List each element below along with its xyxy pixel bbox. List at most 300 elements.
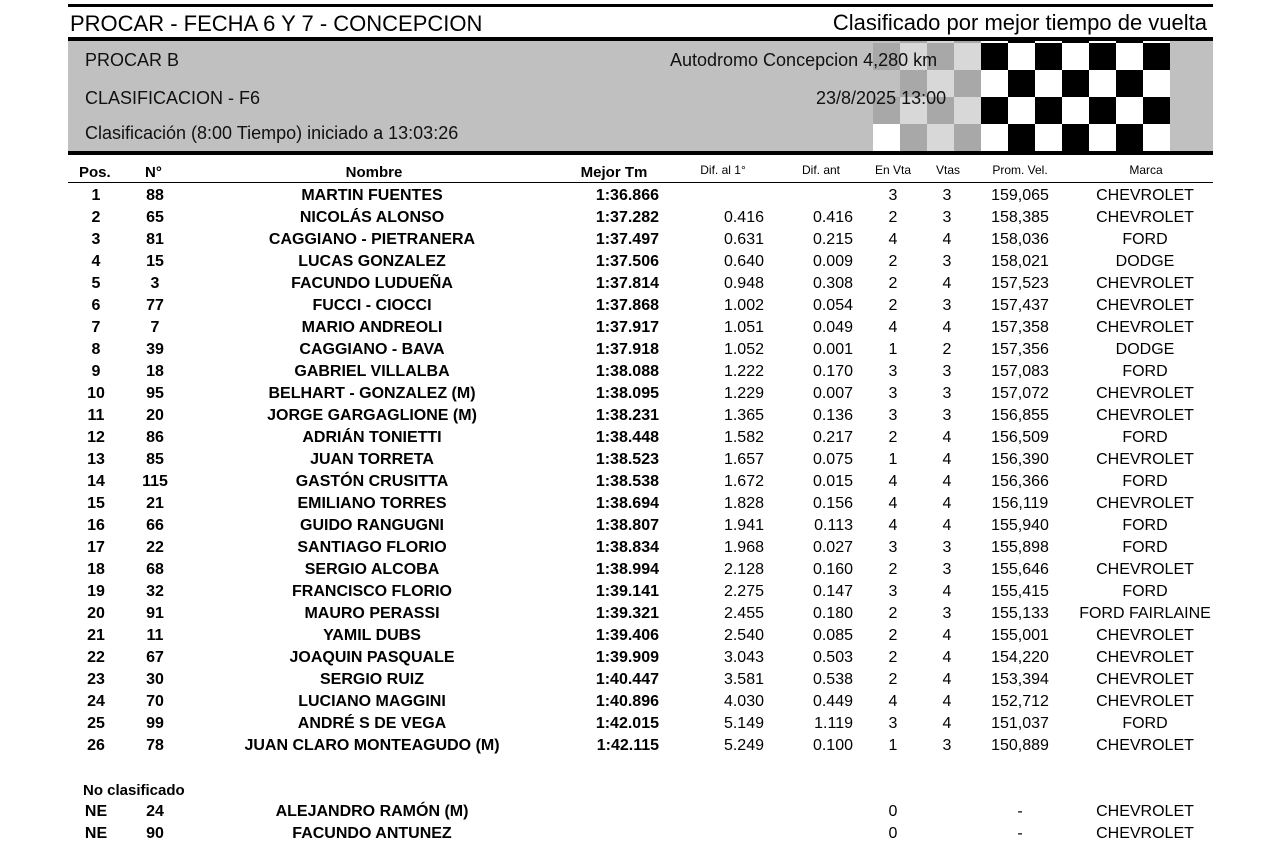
title-bar: [68, 4, 1213, 39]
cell-difant: 0.170: [812, 363, 853, 380]
cell-vtas: 4: [942, 649, 952, 666]
cell-num: 91: [146, 605, 164, 622]
cell-envta: 4: [888, 473, 898, 490]
cell-name: SANTIAGO FLORIO: [297, 539, 447, 556]
cell-marca: CHEVROLET: [1096, 187, 1194, 204]
cell-prom: 155,133: [991, 605, 1049, 622]
cell-prom: 155,415: [991, 583, 1049, 600]
cell-name: ALEJANDRO RAMÓN (M): [275, 803, 469, 820]
cell-difant: 0.180: [812, 605, 853, 622]
cell-prom: 155,001: [991, 627, 1049, 644]
cell-envta: 2: [888, 605, 898, 622]
table-row: [0, 207, 1280, 229]
cell-pos: 3: [91, 231, 101, 248]
cell-dif1: 1.222: [723, 363, 764, 380]
cell-vtas: 3: [942, 737, 952, 754]
col-dif1: Dif. al 1°: [700, 163, 746, 177]
cell-num: 65: [146, 209, 164, 226]
cell-best: 1:37.506: [595, 253, 659, 270]
cell-vtas: 4: [942, 495, 952, 512]
cell-marca: FORD: [1122, 231, 1168, 248]
cell-prom: 156,390: [991, 451, 1049, 468]
cell-envta: 1: [888, 341, 898, 358]
cell-best: 1:36.866: [595, 187, 659, 204]
cell-vtas: 3: [942, 561, 952, 578]
cell-marca: CHEVROLET: [1096, 451, 1194, 468]
cell-vtas: 4: [942, 715, 952, 732]
cell-envta: 4: [888, 319, 898, 336]
col-num: N°: [145, 164, 162, 181]
cell-pos: 15: [87, 495, 105, 512]
cell-best: 1:39.406: [595, 627, 659, 644]
cell-name: ANDRÉ S DE VEGA: [297, 715, 447, 732]
cell-num: 68: [146, 561, 164, 578]
cell-vtas: 4: [942, 583, 952, 600]
session-info-box: [68, 37, 1213, 155]
cell-envta: 3: [888, 583, 898, 600]
cell-difant: 0.538: [812, 671, 853, 688]
cell-num: 81: [146, 231, 164, 248]
table-row: [0, 185, 1280, 207]
cell-envta: 3: [888, 187, 898, 204]
cell-difant: 0.308: [812, 275, 853, 292]
table-row: [0, 493, 1280, 515]
cell-dif1: 1.582: [723, 429, 764, 446]
cell-num: 30: [146, 671, 164, 688]
cell-marca: FORD: [1122, 429, 1168, 446]
cell-marca: DODGE: [1115, 253, 1175, 270]
cell-vtas: 4: [942, 451, 952, 468]
cell-best: 1:42.115: [596, 737, 659, 754]
cell-marca: FORD: [1122, 539, 1168, 556]
cell-prom: 158,385: [991, 209, 1049, 226]
cell-prom: 157,358: [991, 319, 1049, 336]
cell-prom: 154,220: [991, 649, 1049, 666]
cell-num: 95: [146, 385, 164, 402]
cell-pos: 9: [91, 363, 101, 380]
cell-envta: 1: [888, 737, 898, 754]
cell-pos: 14: [87, 473, 105, 490]
track-label: Autodromo Concepcion 4,280 km: [670, 50, 938, 70]
cell-prom: 157,072: [991, 385, 1049, 402]
cell-num: 90: [146, 825, 164, 842]
cell-best: 1:38.994: [595, 561, 659, 578]
cell-num: 18: [146, 363, 164, 380]
cell-difant: 0.217: [812, 429, 853, 446]
cell-num: 24: [146, 803, 164, 820]
cell-dif1: 1.672: [723, 473, 764, 490]
table-row: [0, 295, 1280, 317]
cell-dif1: 2.128: [723, 561, 764, 578]
cell-dif1: 1.051: [723, 319, 764, 336]
cell-pos: 24: [87, 693, 105, 710]
cell-difant: 0.007: [812, 385, 853, 402]
cell-best: 1:38.095: [595, 385, 659, 402]
cell-num: 21: [146, 495, 164, 512]
col-difant: Dif. ant: [801, 163, 841, 177]
cell-pos: 5: [91, 275, 101, 292]
cell-vtas: 2: [942, 341, 952, 358]
cell-dif1: 5.149: [723, 715, 764, 732]
cell-best: 1:37.917: [595, 319, 659, 336]
cell-best: 1:40.447: [595, 671, 659, 688]
cell-num: 66: [146, 517, 164, 534]
cell-name: JOAQUIN PASQUALE: [289, 649, 455, 666]
cell-prom: -: [1017, 825, 1023, 842]
cell-num: 39: [146, 341, 164, 358]
cell-marca: CHEVROLET: [1096, 297, 1194, 314]
cell-num: 22: [146, 539, 164, 556]
cell-vtas: 4: [942, 275, 952, 292]
cell-prom: 157,523: [991, 275, 1049, 292]
cell-dif1: 0.631: [723, 231, 764, 248]
table-row: [0, 603, 1280, 625]
cell-pos: 6: [91, 297, 101, 314]
cell-best: 1:37.868: [595, 297, 659, 314]
cell-name: JUAN TORRETA: [310, 451, 434, 468]
cell-difant: 1.119: [814, 715, 853, 732]
cell-vtas: 4: [942, 429, 952, 446]
cell-dif1: 1.365: [723, 407, 764, 424]
cell-dif1: 2.275: [723, 583, 764, 600]
cell-name: LUCIANO MAGGINI: [298, 693, 446, 710]
table-row: [0, 625, 1280, 647]
cell-pos: 7: [91, 319, 101, 336]
cell-envta: 4: [888, 517, 898, 534]
cell-pos: NE: [84, 803, 108, 820]
cell-marca: CHEVROLET: [1096, 209, 1194, 226]
category-label: PROCAR B: [85, 50, 180, 70]
cell-envta: 2: [888, 275, 898, 292]
table-row: [0, 713, 1280, 735]
started-label: Clasificación (8:00 Tiempo) iniciado a 13:03:26: [85, 123, 459, 143]
cell-pos: NE: [84, 825, 108, 842]
cell-difant: 0.215: [812, 231, 853, 248]
table-row: [0, 405, 1280, 427]
cell-difant: 0.100: [812, 737, 853, 754]
cell-envta: 3: [888, 385, 898, 402]
cell-best: 1:37.918: [595, 341, 659, 358]
cell-marca: CHEVROLET: [1096, 803, 1194, 820]
cell-best: 1:39.321: [595, 605, 659, 622]
cell-prom: 151,037: [991, 715, 1049, 732]
cell-best: 1:38.834: [595, 539, 659, 556]
table-row: [0, 735, 1280, 757]
cell-dif1: 1.002: [723, 297, 764, 314]
cell-dif1: 2.455: [723, 605, 764, 622]
col-name: Nombre: [345, 164, 403, 181]
cell-vtas: 3: [942, 253, 952, 270]
cell-num: 86: [146, 429, 164, 446]
table-row: [0, 383, 1280, 405]
cell-envta: 4: [888, 495, 898, 512]
cell-pos: 16: [87, 517, 105, 534]
cell-vtas: 4: [942, 319, 952, 336]
cell-prom: 156,855: [991, 407, 1049, 424]
cell-difant: 0.503: [812, 649, 853, 666]
table-row: [0, 581, 1280, 603]
cell-marca: CHEVROLET: [1096, 385, 1194, 402]
table-row: [0, 691, 1280, 713]
cell-num: 99: [146, 715, 164, 732]
cell-pos: 23: [87, 671, 105, 688]
cell-marca: CHEVROLET: [1096, 693, 1194, 710]
cell-difant: 0.015: [812, 473, 853, 490]
cell-name: FRANCISCO FLORIO: [292, 583, 452, 600]
cell-num: 11: [146, 627, 164, 644]
cell-dif1: 4.030: [723, 693, 764, 710]
cell-envta: 3: [888, 363, 898, 380]
cell-marca: CHEVROLET: [1096, 275, 1194, 292]
cell-name: GABRIEL VILLALBA: [294, 363, 450, 380]
cell-difant: 0.009: [812, 253, 853, 270]
cell-dif1: 1.657: [723, 451, 764, 468]
cell-num: 67: [146, 649, 164, 666]
cell-vtas: 4: [942, 671, 952, 688]
cell-name: LUCAS GONZALEZ: [298, 253, 446, 270]
cell-dif1: 0.948: [723, 275, 764, 292]
col-pos: Pos.: [79, 164, 111, 181]
cell-pos: 2: [91, 209, 101, 226]
cell-best: 1:38.523: [595, 451, 659, 468]
cell-prom: 153,394: [991, 671, 1049, 688]
cell-vtas: 4: [942, 517, 952, 534]
cell-marca: CHEVROLET: [1096, 737, 1194, 754]
cell-difant: 0.001: [812, 341, 853, 358]
table-row: [0, 251, 1280, 273]
cell-name: MARIO ANDREOLI: [301, 319, 443, 336]
session-label: CLASIFICACION - F6: [85, 88, 261, 108]
cell-difant: 0.054: [812, 297, 853, 314]
cell-num: 88: [146, 187, 164, 204]
cell-name: BELHART - GONZALEZ (M): [268, 385, 476, 402]
cell-prom: 155,646: [991, 561, 1049, 578]
cell-name: YAMIL DUBS: [323, 627, 421, 644]
col-envta: En Vta: [874, 163, 912, 177]
cell-difant: 0.113: [814, 517, 853, 534]
cell-num: 3: [150, 275, 160, 292]
cell-difant: 0.049: [812, 319, 853, 336]
cell-difant: 0.136: [812, 407, 853, 424]
cell-best: 1:39.909: [595, 649, 659, 666]
table-row: [0, 339, 1280, 361]
cell-marca: CHEVROLET: [1096, 649, 1194, 666]
cell-best: 1:38.448: [595, 429, 659, 446]
cell-marca: CHEVROLET: [1096, 407, 1194, 424]
cell-num: 32: [146, 583, 164, 600]
table-row: [0, 801, 1280, 823]
cell-prom: 157,083: [991, 363, 1049, 380]
table-row: [0, 317, 1280, 339]
cell-best: 1:42.015: [595, 715, 659, 732]
cell-envta: 2: [888, 253, 898, 270]
cell-dif1: 1.968: [723, 539, 764, 556]
cell-vtas: 3: [942, 407, 952, 424]
cell-vtas: 4: [942, 473, 952, 490]
cell-best: 1:38.538: [595, 473, 659, 490]
cell-difant: 0.449: [812, 693, 853, 710]
cell-prom: 156,119: [991, 495, 1049, 512]
cell-envta: 2: [888, 627, 898, 644]
cell-best: 1:38.694: [595, 495, 659, 512]
cell-pos: 19: [87, 583, 105, 600]
cell-envta: 0: [888, 825, 898, 842]
cell-num: 70: [146, 693, 164, 710]
cell-name: MAURO PERASSI: [304, 605, 440, 622]
cell-vtas: 3: [942, 297, 952, 314]
table-row: [0, 515, 1280, 537]
cell-prom: 156,509: [991, 429, 1049, 446]
table-row: [0, 273, 1280, 295]
cell-envta: 3: [888, 715, 898, 732]
cell-pos: 11: [87, 407, 105, 424]
table-row: [0, 559, 1280, 581]
cell-pos: 25: [87, 715, 105, 732]
cell-best: 1:37.814: [595, 275, 659, 292]
table-row: [0, 229, 1280, 251]
cell-name: CAGGIANO - BAVA: [299, 341, 445, 358]
cell-envta: 2: [888, 209, 898, 226]
cell-dif1: 1.052: [723, 341, 764, 358]
table-row: [0, 471, 1280, 493]
cell-envta: 4: [888, 231, 898, 248]
cell-num: 20: [146, 407, 164, 424]
cell-num: 7: [150, 319, 160, 336]
cell-num: 77: [146, 297, 164, 314]
cell-dif1: 3.043: [723, 649, 764, 666]
cell-marca: FORD: [1122, 583, 1168, 600]
cell-name: CAGGIANO - PIETRANERA: [268, 231, 476, 248]
cell-marca: FORD FAIRLAINE: [1079, 605, 1211, 622]
cell-vtas: 3: [942, 209, 952, 226]
cell-best: 1:37.282: [595, 209, 659, 226]
cell-dif1: 1.229: [723, 385, 764, 402]
cell-envta: 2: [888, 649, 898, 666]
cell-name: SERGIO ALCOBA: [304, 561, 440, 578]
cell-prom: 156,366: [991, 473, 1049, 490]
cell-vtas: 3: [942, 363, 952, 380]
cell-pos: 12: [87, 429, 105, 446]
page-subtitle: Clasificado por mejor tiempo de vuelta: [832, 10, 1207, 35]
cell-pos: 8: [91, 341, 101, 358]
cell-dif1: 1.941: [723, 517, 764, 534]
cell-vtas: 3: [942, 385, 952, 402]
cell-prom: -: [1017, 803, 1023, 820]
cell-prom: 150,889: [991, 737, 1049, 754]
table-row: [0, 823, 1280, 845]
cell-envta: 1: [888, 451, 898, 468]
cell-prom: 159,065: [991, 187, 1049, 204]
cell-pos: 20: [87, 605, 105, 622]
cell-dif1: 1.828: [723, 495, 764, 512]
cell-pos: 4: [91, 253, 101, 270]
cell-name: MARTIN FUENTES: [301, 187, 443, 204]
cell-best: 1:39.141: [595, 583, 659, 600]
cell-vtas: 4: [942, 627, 952, 644]
cell-name: FACUNDO ANTUNEZ: [292, 825, 452, 842]
cell-prom: 157,356: [991, 341, 1049, 358]
cell-marca: FORD: [1122, 363, 1168, 380]
cell-pos: 17: [87, 539, 105, 556]
page-title: PROCAR - FECHA 6 Y 7 - CONCEPCION: [70, 11, 483, 36]
cell-vtas: 4: [942, 693, 952, 710]
cell-pos: 21: [87, 627, 105, 644]
cell-prom: 152,712: [991, 693, 1049, 710]
cell-envta: 0: [888, 803, 898, 820]
cell-marca: CHEVROLET: [1096, 825, 1194, 842]
cell-prom: 158,021: [991, 253, 1049, 270]
cell-envta: 2: [888, 561, 898, 578]
cell-difant: 0.147: [812, 583, 853, 600]
cell-marca: CHEVROLET: [1096, 495, 1194, 512]
cell-envta: 2: [888, 671, 898, 688]
cell-num: 15: [146, 253, 164, 270]
cell-dif1: 0.640: [723, 253, 764, 270]
cell-envta: 2: [888, 429, 898, 446]
cell-best: 1:40.896: [595, 693, 659, 710]
cell-envta: 2: [888, 297, 898, 314]
cell-difant: 0.160: [812, 561, 853, 578]
cell-num: 85: [146, 451, 164, 468]
cell-name: FACUNDO LUDUEÑA: [291, 275, 453, 292]
cell-envta: 4: [888, 693, 898, 710]
col-vtas: Vtas: [935, 163, 961, 177]
not-classified-title: No clasificado: [83, 782, 185, 799]
table-row: [0, 427, 1280, 449]
cell-prom: 155,940: [991, 517, 1049, 534]
cell-best: 1:38.088: [595, 363, 659, 380]
cell-difant: 0.156: [812, 495, 853, 512]
cell-vtas: 3: [942, 539, 952, 556]
cell-name: ADRIÁN TONIETTI: [302, 429, 442, 446]
cell-difant: 0.085: [812, 627, 853, 644]
cell-marca: CHEVROLET: [1096, 671, 1194, 688]
cell-marca: CHEVROLET: [1096, 319, 1194, 336]
cell-num: 78: [146, 737, 164, 754]
cell-difant: 0.027: [812, 539, 853, 556]
cell-envta: 3: [888, 539, 898, 556]
cell-name: EMILIANO TORRES: [297, 495, 447, 512]
cell-prom: 158,036: [991, 231, 1049, 248]
cell-dif1: 0.416: [723, 209, 764, 226]
cell-num: 115: [142, 473, 168, 490]
cell-name: FUCCI - CIOCCI: [312, 297, 432, 314]
cell-marca: FORD: [1122, 715, 1168, 732]
cell-name: SERGIO RUIZ: [319, 671, 425, 688]
cell-pos: 13: [87, 451, 105, 468]
cell-name: GASTÓN CRUSITTA: [295, 473, 449, 490]
cell-pos: 18: [87, 561, 105, 578]
cell-pos: 10: [87, 385, 105, 402]
cell-pos: 22: [87, 649, 105, 666]
cell-name: JORGE GARGAGLIONE (M): [267, 407, 477, 424]
cell-prom: 155,898: [991, 539, 1049, 556]
cell-envta: 3: [888, 407, 898, 424]
cell-marca: DODGE: [1115, 341, 1175, 358]
cell-dif1: 2.540: [723, 627, 764, 644]
table-row: [0, 449, 1280, 471]
cell-best: 1:38.231: [595, 407, 659, 424]
cell-marca: FORD: [1122, 517, 1168, 534]
cell-pos: 26: [87, 737, 105, 754]
cell-name: NICOLÁS ALONSO: [299, 209, 445, 226]
cell-dif1: 3.581: [723, 671, 764, 688]
table-row: [0, 647, 1280, 669]
cell-marca: CHEVROLET: [1096, 561, 1194, 578]
cell-name: GUIDO RANGUGNI: [300, 517, 444, 534]
cell-name: JUAN CLARO MONTEAGUDO (M): [244, 737, 500, 754]
cell-best: 1:38.807: [595, 517, 659, 534]
